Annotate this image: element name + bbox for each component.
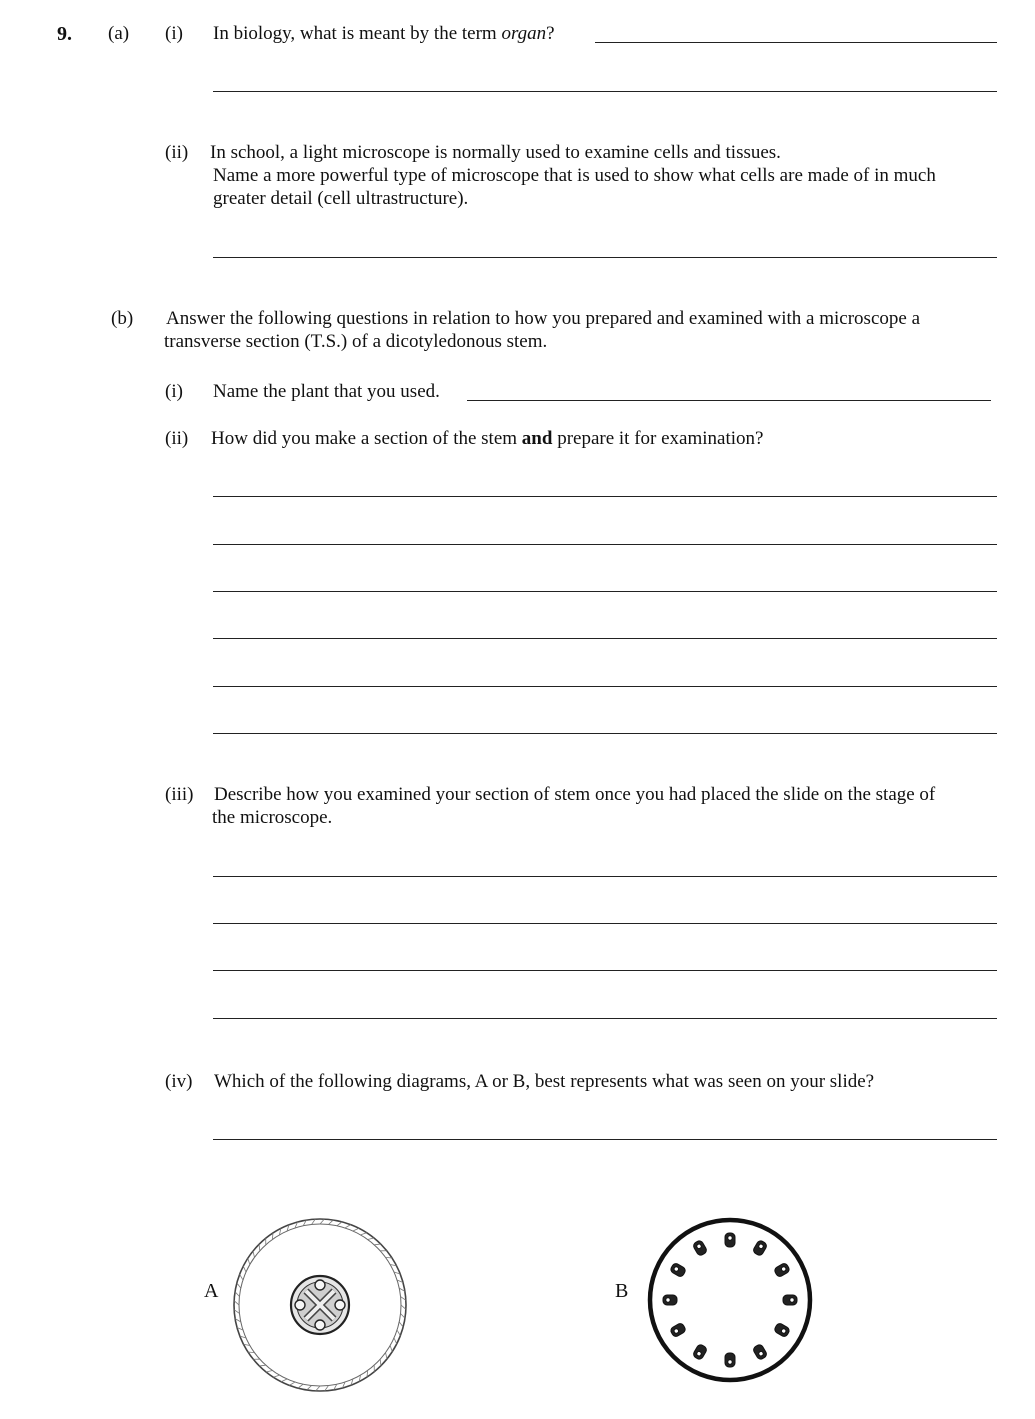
answer-line[interactable] — [467, 400, 991, 401]
answer-line[interactable] — [213, 1018, 997, 1019]
part-b-i-question: Name the plant that you used. — [213, 381, 440, 402]
part-a-ii-label: (ii) — [165, 142, 189, 163]
part-b-ii-question: How did you make a section of the stem and prepare it for examination? — [211, 428, 764, 449]
part-b-iv-label: (iv) — [165, 1071, 193, 1092]
diagram-b-label: B — [615, 1280, 629, 1302]
diagram-a-label: A — [204, 1280, 219, 1302]
answer-line[interactable] — [213, 91, 997, 92]
part-b-iv-question: Which of the following diagrams, A or B, best represents what was seen on your slide? — [214, 1071, 875, 1092]
diagram-b — [645, 1215, 815, 1385]
part-b-iii-line2: the microscope. — [212, 807, 333, 828]
part-b-ii-label: (ii) — [165, 428, 189, 449]
answer-line[interactable] — [213, 591, 997, 592]
answer-line[interactable] — [213, 686, 997, 687]
part-b-intro-line1: Answer the following questions in relation to how you prepared and examined with a microscope a — [166, 308, 920, 329]
part-a-i-label: (i) — [165, 23, 183, 44]
answer-line[interactable] — [213, 638, 997, 639]
answer-line[interactable] — [213, 733, 997, 734]
diagram-a — [230, 1215, 410, 1395]
vascular-bundle — [725, 1233, 735, 1247]
part-b-i-label: (i) — [165, 381, 183, 402]
answer-line[interactable] — [213, 923, 997, 924]
answer-line[interactable] — [213, 257, 997, 258]
part-a-ii-line3: greater detail (cell ultrastructure). — [213, 188, 469, 209]
answer-line[interactable] — [213, 876, 997, 877]
part-b-iii-line1: Describe how you examined your section of stem once you had placed the slide on the stage of — [214, 784, 936, 805]
answer-line[interactable] — [213, 544, 997, 545]
answer-line[interactable] — [595, 42, 997, 43]
part-b-label: (b) — [111, 308, 134, 329]
answer-line[interactable] — [213, 496, 997, 497]
answer-line[interactable] — [213, 970, 997, 971]
vascular-bundle — [663, 1295, 677, 1305]
question-number: 9. — [57, 23, 72, 45]
vascular-bundle — [783, 1295, 797, 1305]
answer-line[interactable] — [213, 1139, 997, 1140]
part-a-i-question: In biology, what is meant by the term organ? — [213, 23, 555, 44]
part-b-intro-line2: transverse section (T.S.) of a dicotyledonous stem. — [164, 331, 548, 352]
part-b-iii-label: (iii) — [165, 784, 194, 805]
vascular-bundle — [725, 1353, 735, 1367]
part-a-ii-line2: Name a more powerful type of microscope that is used to show what cells are made of in much — [213, 165, 936, 186]
part-a-label: (a) — [108, 23, 130, 44]
part-a-ii-line1: In school, a light microscope is normally used to examine cells and tissues. — [210, 142, 781, 163]
